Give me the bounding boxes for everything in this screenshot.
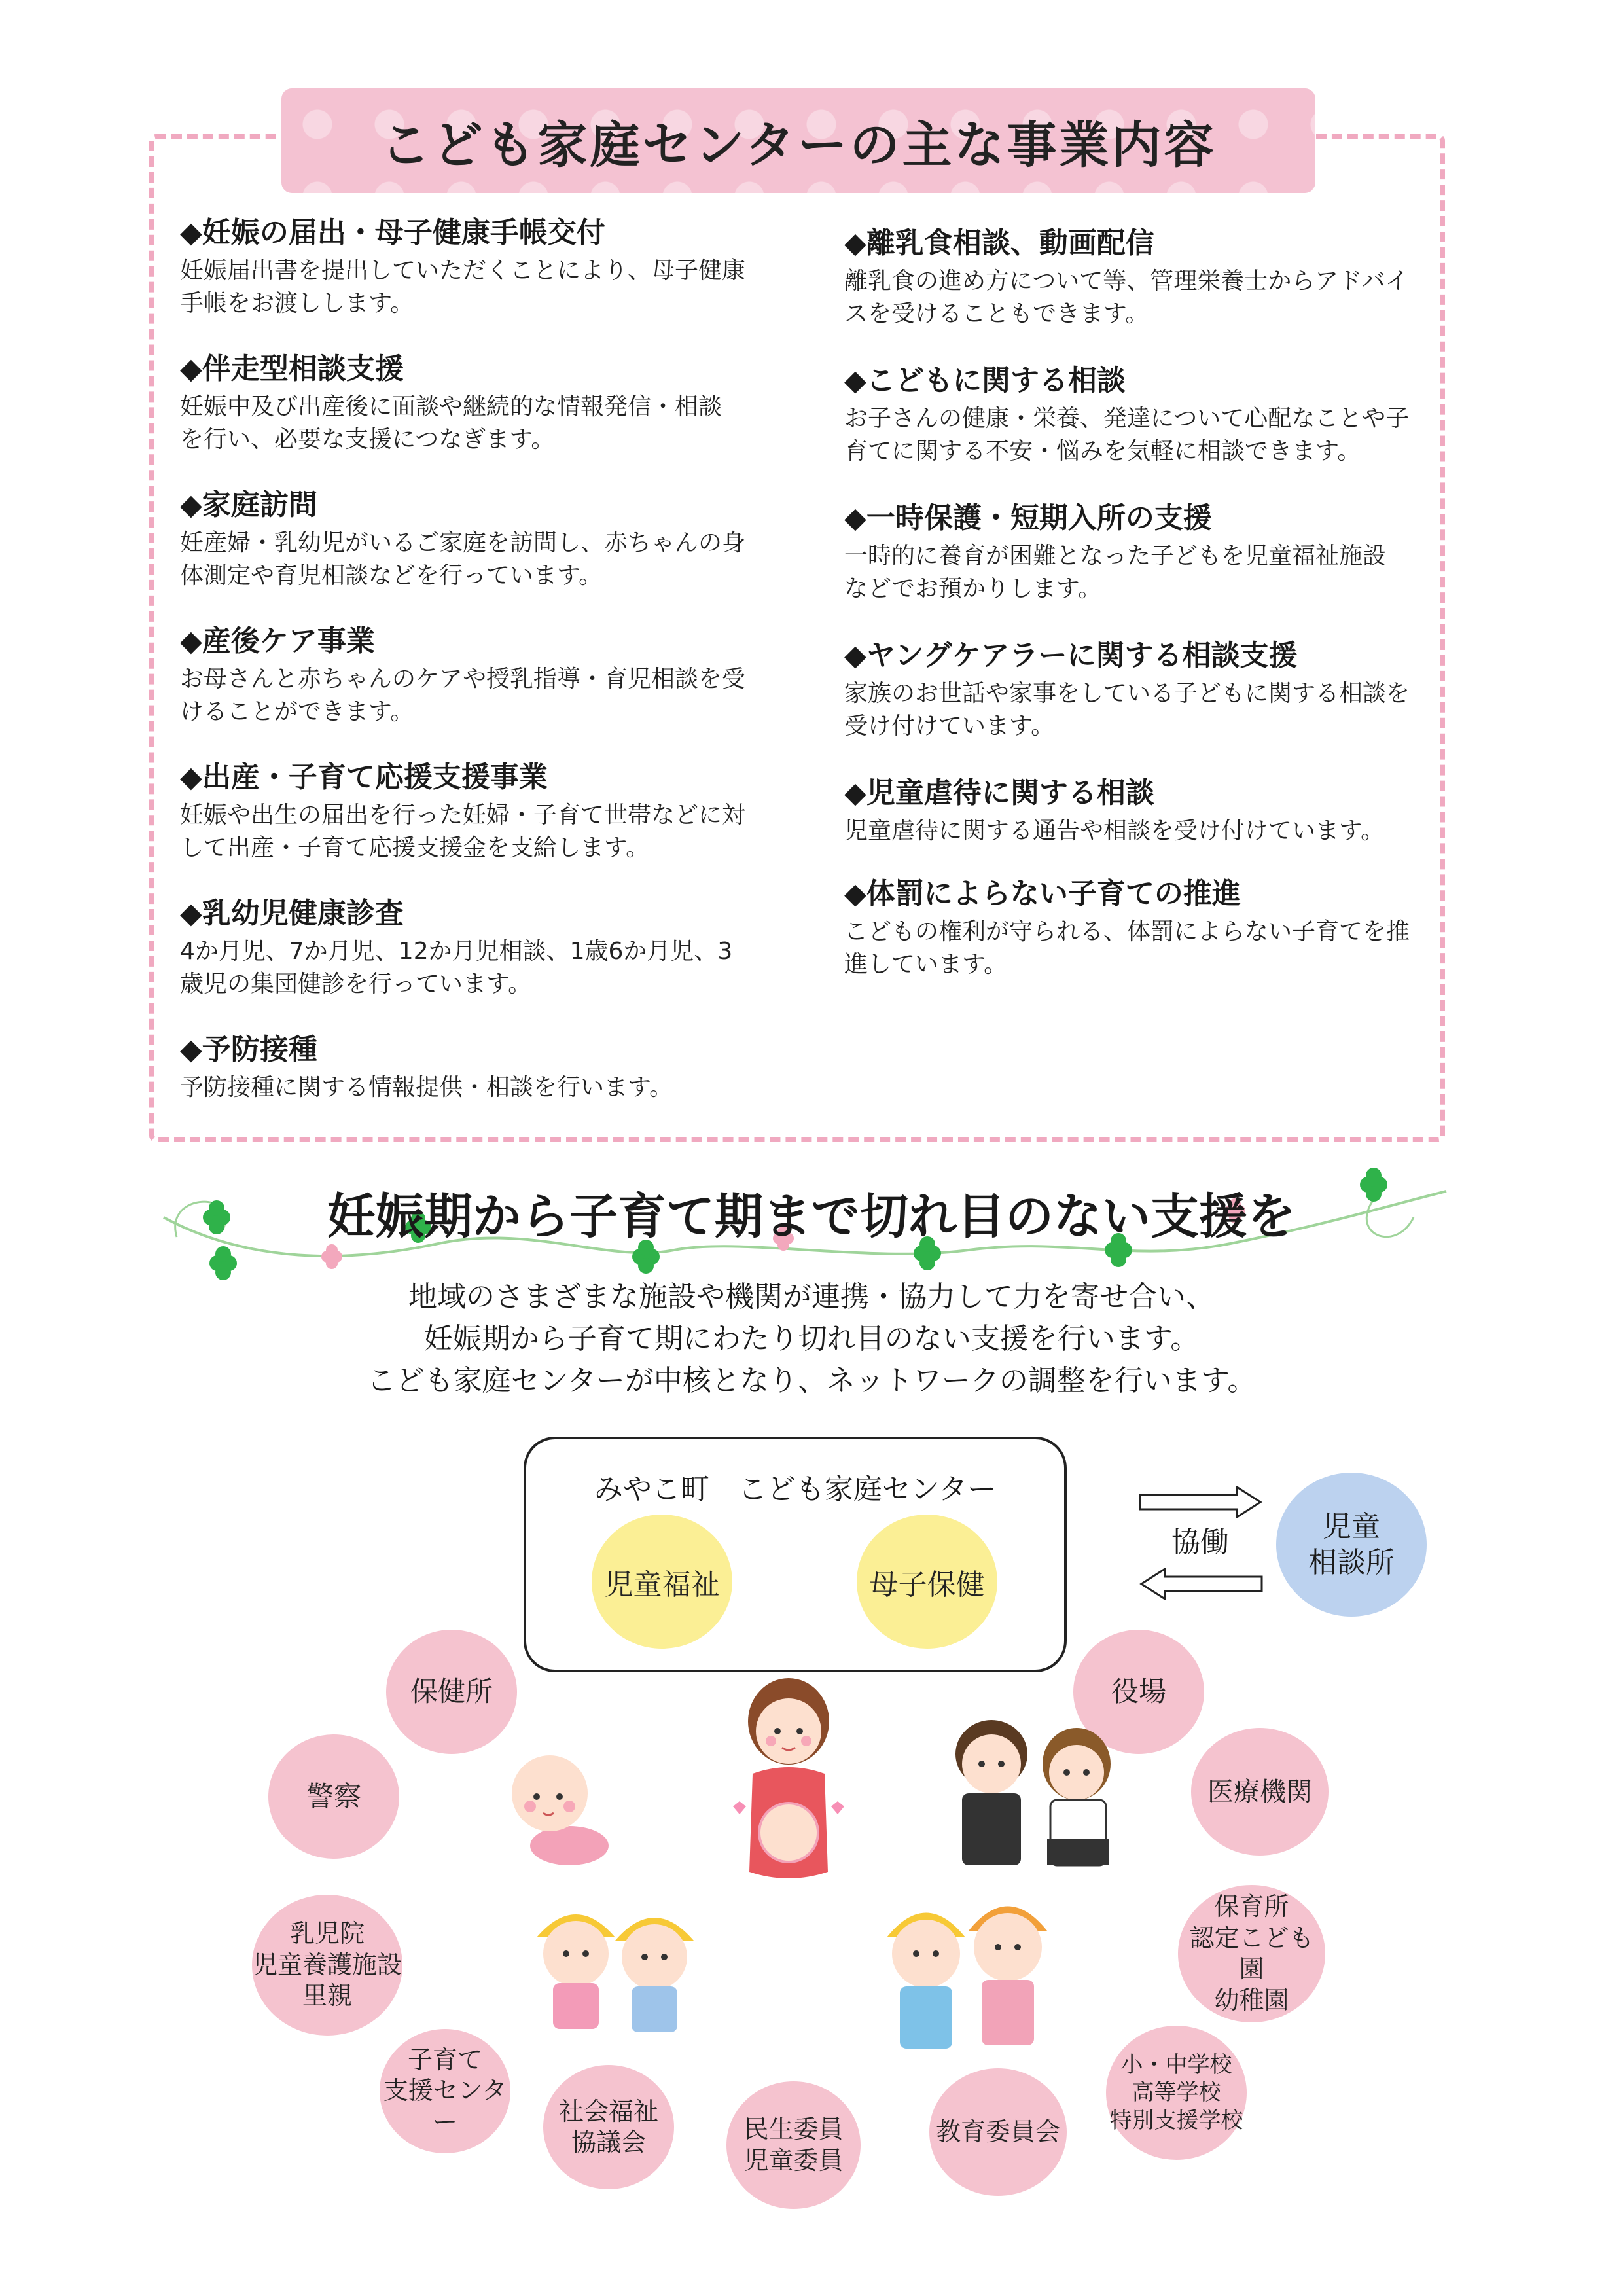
- service-heading: ◆ヤングケアラーに関する相談支援: [844, 639, 1298, 672]
- support-center-blob: 子育て 支援センター: [380, 2029, 510, 2153]
- service-body: 妊娠や出生の届出を行った妊婦・子育て世帯などに対 して出産・子育て応援支援金を支給します。: [180, 801, 746, 862]
- service-heading: ◆体罰によらない子育ての推進: [844, 877, 1241, 910]
- service-body: 家族のお世話や家事をしている子どもに関する相談を 受け付けています。: [844, 679, 1410, 740]
- service-body: 妊娠届出書を提出していただくことにより、母子健康 手帳をお渡しします。: [180, 257, 746, 317]
- baby-illustration: [504, 1741, 615, 1872]
- intro-line: 妊娠期から子育て期にわたり切れ目のない支援を行います。: [423, 1321, 1200, 1355]
- pregnant-mother-illustration: [713, 1676, 864, 1885]
- service-item: [180, 1033, 756, 1104]
- service-item: [180, 352, 756, 457]
- service-heading: ◆乳幼児健康診査: [180, 897, 404, 930]
- child-welfare-blob: [592, 1515, 732, 1649]
- service-body: こどもの権利が守られる、体罰によらない子育てを推 進しています。: [844, 918, 1410, 978]
- service-body: 予防接種に関する情報提供・相談を行います。: [180, 1073, 673, 1101]
- health-center-blob: 保健所: [386, 1630, 517, 1754]
- cooperation-label: 協働: [1171, 1526, 1229, 1559]
- nursery-blob: 保育所 認定こども園 幼稚園: [1178, 1885, 1325, 2022]
- town-office-blob: 役場: [1073, 1630, 1204, 1754]
- service-heading: ◆妊娠の届出・母子健康手帳交付: [180, 216, 605, 249]
- service-body: お母さんと赤ちゃんのケアや授乳指導・育児相談を受 けることができます。: [180, 665, 746, 726]
- service-item: [844, 776, 1420, 848]
- service-body: 4か月児、7か月児、12か月児相談、1歳6か月児、3 歳児の集団健診を行っています。: [180, 937, 733, 998]
- arrow-left-icon: [1139, 1568, 1263, 1600]
- service-heading: ◆予防接種: [180, 1033, 317, 1066]
- infant-home-blob: 乳児院 児童養護施設 里親: [252, 1895, 402, 2036]
- center-box: [524, 1437, 1067, 1672]
- service-heading: ◆家庭訪問: [180, 488, 317, 522]
- service-item: [180, 897, 756, 1001]
- service-item: [844, 226, 1420, 331]
- service-body: 妊産婦・乳幼児がいるご家庭を訪問し、赤ちゃんの身 体測定や育児相談などを行っています。: [180, 529, 746, 590]
- kindergarten-kids-illustration: [524, 1892, 713, 2042]
- service-body: 児童虐待に関する通告や相談を受け付けています。: [844, 817, 1385, 844]
- service-heading: ◆産後ケア事業: [180, 624, 375, 658]
- service-heading: ◆伴走型相談支援: [180, 352, 404, 386]
- support-subtitle: 妊娠期から子育て期まで切れ目のない支援を: [327, 1189, 1296, 1245]
- service-heading: ◆離乳食相談、動画配信: [844, 226, 1154, 260]
- service-heading: ◆児童虐待に関する相談: [844, 776, 1154, 810]
- intro-line: こども家庭センターが中核となり、ネットワークの調整を行います。: [366, 1363, 1257, 1397]
- social-welfare-blob: 社会福祉 協議会: [543, 2065, 674, 2189]
- service-item: [180, 216, 756, 321]
- service-item: [844, 877, 1420, 982]
- child-welfare-label: 児童福祉: [604, 1568, 720, 1602]
- flower-icon: [321, 1244, 342, 1269]
- service-body: 離乳食の進め方について等、管理栄養士からアドバイ スを受けることもできます。: [844, 267, 1409, 328]
- service-body: 一時的に養育が困難となった子どもを児童福祉施設 などでお預かりします。: [844, 542, 1387, 603]
- schools-blob: 小・中学校 高等学校 特別支援学校: [1106, 2026, 1247, 2160]
- service-item: [844, 364, 1420, 469]
- center-title: みやこ町 こども家庭センター: [594, 1473, 997, 1506]
- service-item: [844, 639, 1420, 744]
- service-item: [180, 761, 756, 865]
- child-consultation-center: 児童 相談所: [1276, 1473, 1427, 1617]
- service-heading: ◆一時保護・短期入所の支援: [844, 501, 1212, 535]
- title-banner: [281, 88, 1315, 193]
- maternal-health-blob: [857, 1515, 997, 1649]
- service-body: 妊娠中及び出産後に面談や継続的な情報発信・相談 を行い、必要な支援につなぎます。: [180, 393, 722, 454]
- intro-text: [0, 1276, 1623, 1401]
- service-body: お子さんの健康・栄養、発達について心配なことや子 育てに関する不安・悩みを気軽に相談できます。: [844, 404, 1410, 465]
- students-illustration: [936, 1715, 1132, 1885]
- page-title: こども家庭センターの主な事業内容: [380, 115, 1217, 174]
- commissioners-blob: 民生委員 児童委員: [726, 2081, 861, 2209]
- arrow-right-icon: [1139, 1486, 1263, 1518]
- service-item: [180, 488, 756, 593]
- maternal-health-label: 母子保健: [869, 1568, 985, 1602]
- clover-icon: [209, 1246, 237, 1280]
- children-illustration: [870, 1885, 1067, 2062]
- medical-blob: 医療機関: [1191, 1728, 1329, 1856]
- intro-line: 地域のさまざまな施設や機関が連携・協力して力を寄せ合い、: [408, 1280, 1215, 1314]
- service-item: [180, 624, 756, 729]
- education-board-blob: 教育委員会: [929, 2068, 1067, 2196]
- police-blob: 警察: [268, 1734, 399, 1859]
- service-item: [844, 501, 1420, 606]
- service-heading: ◆出産・子育て応援支援事業: [180, 761, 548, 794]
- service-heading: ◆こどもに関する相談: [844, 364, 1126, 397]
